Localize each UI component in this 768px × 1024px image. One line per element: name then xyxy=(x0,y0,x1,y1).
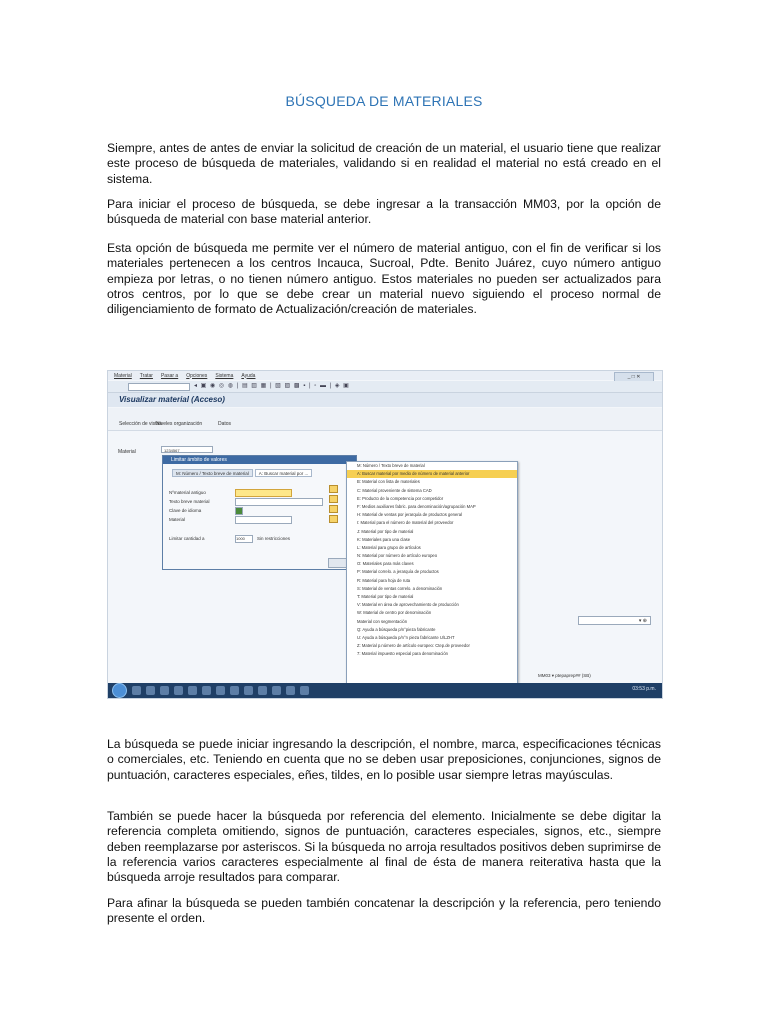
search-field[interactable]: ▾ ⊕ xyxy=(578,616,651,625)
material-input[interactable]: 1234567 xyxy=(161,446,213,453)
paragraph-search-description: La búsqueda se puede iniciar ingresando la descripción, el nombre, marca, especificaciones técnicas o comerciales, etc. Teniendo en cuenta que no se deben usar preposiciones, conjunciones, signos de puntuación, caracteres especiales, eñes, tildes, en lo posible usar siempre letras mayúsculas. xyxy=(107,737,661,782)
dropdown-item[interactable]: H: Material de ventas por jerarquía de productos general xyxy=(357,512,462,518)
menu-opciones[interactable]: Opciones xyxy=(186,372,208,379)
page-title: Visualizar material (Acceso) xyxy=(108,393,662,407)
dropdown-item[interactable]: F: Medios auxiliares fabric. para denominación/agrupación MAP xyxy=(357,503,476,509)
dropdown-item[interactable]: S: Material de ventas correlo. a denominación xyxy=(357,585,443,591)
taskbar-app-icon[interactable] xyxy=(272,686,281,695)
window-controls[interactable]: _ □ ✕ xyxy=(614,372,654,383)
limit-values-dialog xyxy=(162,455,357,570)
dropdown-item[interactable]: O: Materiales para más claves xyxy=(357,561,414,567)
dropdown-item[interactable]: L: Material para grupo de artículos xyxy=(357,544,421,550)
paragraph-search-option: Esta opción de búsqueda me permite ver el número de material antiguo, con el fin de verificar si los materiales pertenecen a los centros Incauca, Sucroal, Pdte. Benito Juárez, cuyo número antiguo empieza por letras, o no tienen número antiguo. Estos materiales no pueden ser actualizados para otros centros, por lo que se debe crear un material nuevo siguiendo el proceso normal de diligenciamiento de formato de Actualización/creación de materiales. xyxy=(107,241,661,317)
search-icon[interactable] xyxy=(329,505,338,513)
sel-views-button[interactable]: Selección de vistas xyxy=(119,421,162,427)
taskbar-app-icon[interactable] xyxy=(300,686,309,695)
sap-screenshot xyxy=(107,370,663,699)
dropdown-item[interactable]: U: Ayuda a búsqueda p/n°n pieza fabricante U/LZHT xyxy=(357,634,455,640)
start-button[interactable] xyxy=(112,683,127,698)
dropdown-item[interactable]: V: Material en área de aprovechamiento de producción xyxy=(357,602,459,608)
windows-taskbar xyxy=(108,683,662,698)
menu-ayuda[interactable]: Ayuda xyxy=(241,372,256,379)
dropdown-item[interactable]: M: Número / Texto breve de material xyxy=(357,463,425,468)
search-help-dropdown xyxy=(346,461,518,685)
taskbar-app-icon[interactable] xyxy=(188,686,197,695)
taskbar-app-icon[interactable] xyxy=(244,686,253,695)
short-text-input[interactable] xyxy=(235,498,323,506)
taskbar-app-icon[interactable] xyxy=(174,686,183,695)
language-key-label: Clave de idioma xyxy=(169,508,202,513)
material-label: Material xyxy=(118,449,136,455)
menu-tratar[interactable]: Tratar xyxy=(139,372,153,379)
search-icon[interactable] xyxy=(329,485,338,493)
dropdown-item[interactable]: Material con segmentación xyxy=(357,618,408,624)
dropdown-item[interactable]: E: Producto de la competencia por competidor xyxy=(357,495,444,501)
paragraph-start-search: Para iniciar el proceso de búsqueda, se debe ingresar a la transacción MM03, por la opción de búsqueda de material con base material anterior. xyxy=(107,197,661,227)
menu-material[interactable]: Material xyxy=(114,372,132,379)
no-limit-checkbox[interactable]: Sin restricciones xyxy=(257,536,291,541)
search-icon[interactable] xyxy=(329,515,338,523)
material-input[interactable] xyxy=(235,516,292,524)
taskbar-app-icon[interactable] xyxy=(230,686,239,695)
status-bar: MM03 ▾ ptepaprep## (SB) xyxy=(538,673,591,678)
menu-pasar-a[interactable]: Pasar a xyxy=(160,372,179,379)
tab-number-text[interactable]: M: Número / Texto breve de material xyxy=(172,469,253,477)
document-title: BÚSQUEDA DE MATERIALES xyxy=(285,93,483,109)
dropdown-item[interactable]: W: Material de centro por denominación xyxy=(357,610,432,616)
sap-toolbar xyxy=(108,381,662,393)
search-icon[interactable] xyxy=(329,495,338,503)
dropdown-item[interactable]: P: Material correlo. a jerarquía de productos xyxy=(357,569,439,575)
taskbar-app-icon[interactable] xyxy=(258,686,267,695)
sap-menubar xyxy=(108,371,662,380)
paragraph-search-reference: También se puede hacer la búsqueda por referencia del elemento. Inicialmente se debe digitar la referencia completa omitiendo, signos de puntuación, caracteres especiales, signos, etc., siempre deben reemplazarse por asteriscos. Si la búsqueda no arroja resultados positivos deben suprimirse de la referencia varios caracteres especialmente al final de ésta de manera reiterativa hasta que la búsqueda arroje resultados para comparar. xyxy=(107,809,661,885)
taskbar-app-icon[interactable] xyxy=(146,686,155,695)
dropdown-item[interactable]: R: Material para hoja de ruta xyxy=(357,577,411,583)
dropdown-item[interactable]: B: Material con lista de materiales xyxy=(357,479,420,485)
taskbar-app-icon[interactable] xyxy=(216,686,225,695)
dropdown-item[interactable]: C: Material proveniente de sistema CAD xyxy=(357,487,432,493)
old-material-input[interactable] xyxy=(235,489,292,497)
dropdown-item[interactable]: J: Material por tipo de material xyxy=(357,528,414,534)
menu-sistema[interactable]: Sistema xyxy=(215,372,234,379)
data-button[interactable]: Datos xyxy=(218,421,232,427)
dropdown-item[interactable]: K: Materiales para una clase xyxy=(357,536,411,542)
taskbar-clock: 03:53 p.m. xyxy=(632,686,656,692)
dropdown-item-selected[interactable]: A: Buscar material por medio de número de material anterior xyxy=(347,470,517,478)
dropdown-item[interactable]: N: Material por número de artículo europeo xyxy=(357,553,438,559)
taskbar-app-icon[interactable] xyxy=(202,686,211,695)
material-label: Material xyxy=(169,517,186,522)
dropdown-item[interactable]: Q: Ayuda a búsqueda p/n°pieza fabricante xyxy=(357,626,436,632)
limit-input[interactable]: 1000 xyxy=(235,535,253,543)
command-field[interactable] xyxy=(128,383,190,391)
language-key-input[interactable] xyxy=(235,507,243,515)
paragraph-refine-search: Para afinar la búsqueda se pueden también concatenar la descripción y la referencia, pero teniendo presente el orden. xyxy=(107,896,661,926)
taskbar-app-icon[interactable] xyxy=(132,686,141,695)
old-material-label: Nºmaterial antiguo xyxy=(169,490,206,495)
paragraph-intro: Siempre, antes de antes de enviar la solicitud de creación de un material, el usuario tiene que realizar este proceso de búsqueda de materiales, validando si en realidad el material no está creado en el sistema. xyxy=(107,141,661,186)
dropdown-item[interactable]: Z: Material p.número de artículo europeo: Ctep.de proveedor xyxy=(357,643,470,649)
limit-label: Limitar cantidad a xyxy=(169,536,205,541)
taskbar-app-icon[interactable] xyxy=(160,686,169,695)
dropdown-item[interactable]: T: Material por tipo de material xyxy=(357,594,414,599)
sub-toolbar xyxy=(108,408,662,431)
org-levels-button[interactable]: Niveles organización xyxy=(156,421,203,427)
short-text-label: Texto breve material xyxy=(169,499,210,504)
dialog-title: Limitar ámbito de valores xyxy=(163,456,356,464)
toolbar-icons[interactable]: ◂ ▣ ◉ ◎ ◍ | ▤ ▥ ▦ | ▧ ▨ ▩ ▪ | ▫ ▬ | ◈ ▣ xyxy=(194,383,350,389)
dropdown-item[interactable]: 7: Material impuesto especial para denominación xyxy=(357,651,449,657)
tab-old-material[interactable]: A: Buscar material por ... xyxy=(255,469,313,477)
dropdown-item[interactable]: I: Material para el número de material del proveedor xyxy=(357,520,454,526)
taskbar-app-icon[interactable] xyxy=(286,686,295,695)
